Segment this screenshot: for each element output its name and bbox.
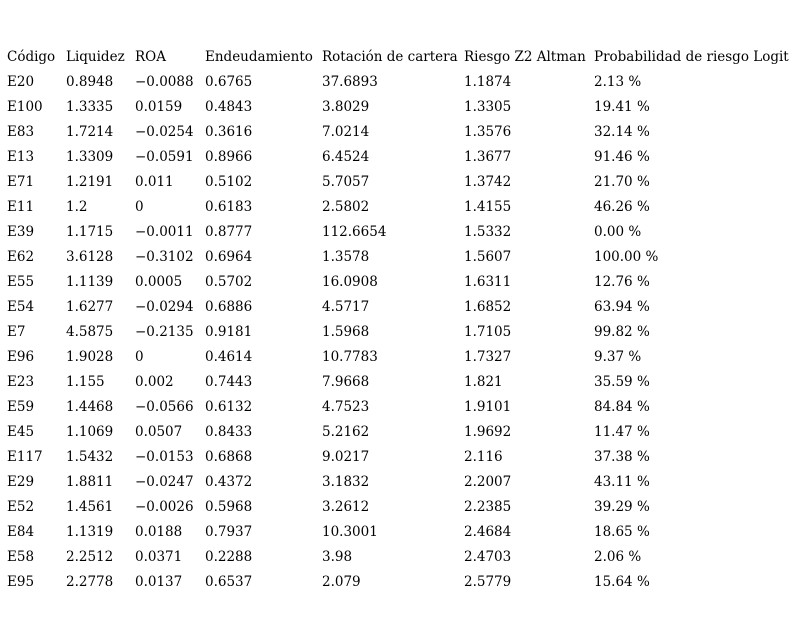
cell-roa: −0.3102 (135, 249, 194, 265)
cell-liquidez: 1.1715 (66, 224, 114, 240)
cell-codigo: E62 (7, 249, 35, 265)
cell-rotacion-cartera: 3.98 (322, 549, 353, 565)
cell-endeudamiento: 0.7443 (205, 374, 253, 390)
cell-codigo: E54 (7, 299, 35, 315)
cell-riesgo-z2-altman: 1.3677 (464, 149, 512, 165)
cell-codigo: E117 (7, 449, 43, 465)
cell-codigo: E95 (7, 574, 35, 590)
cell-probabilidad-logit: 18.65 % (594, 524, 650, 540)
table-body (7, 70, 794, 595)
table-row (7, 170, 794, 195)
data-table-container (7, 45, 794, 595)
cell-riesgo-z2-altman: 1.9101 (464, 399, 512, 415)
cell-riesgo-z2-altman: 1.7327 (464, 349, 512, 365)
cell-endeudamiento: 0.6765 (205, 74, 253, 90)
cell-liquidez: 1.2 (66, 199, 88, 215)
cell-probabilidad-logit: 0.00 % (594, 224, 642, 240)
cell-endeudamiento: 0.5102 (205, 174, 253, 190)
cell-codigo: E58 (7, 549, 35, 565)
cell-roa: −0.0254 (135, 124, 194, 140)
table-row (7, 295, 794, 320)
cell-codigo: E20 (7, 74, 35, 90)
cell-roa: −0.0591 (135, 149, 194, 165)
cell-codigo: E7 (7, 324, 26, 340)
cell-riesgo-z2-altman: 1.7105 (464, 324, 512, 340)
cell-probabilidad-logit: 12.76 % (594, 274, 650, 290)
cell-rotacion-cartera: 37.6893 (322, 74, 378, 90)
cell-endeudamiento: 0.5702 (205, 274, 253, 290)
cell-roa: 0.002 (135, 374, 174, 390)
header-row (7, 45, 794, 70)
cell-rotacion-cartera: 10.3001 (322, 524, 378, 540)
cell-codigo: E29 (7, 474, 35, 490)
table-row (7, 570, 794, 595)
table-row (7, 120, 794, 145)
cell-endeudamiento: 0.6964 (205, 249, 253, 265)
cell-riesgo-z2-altman: 2.2007 (464, 474, 512, 490)
cell-liquidez: 1.4561 (66, 499, 114, 515)
cell-riesgo-z2-altman: 2.2385 (464, 499, 512, 515)
cell-riesgo-z2-altman: 2.4703 (464, 549, 512, 565)
table-row (7, 245, 794, 270)
cell-probabilidad-logit: 100.00 % (594, 249, 659, 265)
cell-rotacion-cartera: 3.8029 (322, 99, 370, 115)
table-row (7, 345, 794, 370)
cell-liquidez: 1.3309 (66, 149, 114, 165)
cell-codigo: E100 (7, 99, 43, 115)
cell-riesgo-z2-altman: 1.3742 (464, 174, 512, 190)
cell-riesgo-z2-altman: 1.6852 (464, 299, 512, 315)
cell-riesgo-z2-altman: 2.4684 (464, 524, 512, 540)
cell-roa: 0 (135, 349, 144, 365)
cell-codigo: E39 (7, 224, 35, 240)
cell-endeudamiento: 0.9181 (205, 324, 253, 340)
cell-riesgo-z2-altman: 1.6311 (464, 274, 512, 290)
cell-liquidez: 1.1319 (66, 524, 114, 540)
cell-rotacion-cartera: 9.0217 (322, 449, 370, 465)
cell-roa: 0.0159 (135, 99, 183, 115)
cell-codigo: E96 (7, 349, 35, 365)
cell-liquidez: 2.2512 (66, 549, 114, 565)
cell-rotacion-cartera: 4.5717 (322, 299, 370, 315)
cell-liquidez: 1.7214 (66, 124, 114, 140)
cell-roa: −0.0011 (135, 224, 194, 240)
cell-probabilidad-logit: 91.46 % (594, 149, 650, 165)
cell-riesgo-z2-altman: 1.821 (464, 374, 503, 390)
cell-roa: −0.0088 (135, 74, 194, 90)
cell-roa: 0.0005 (135, 274, 183, 290)
table-row (7, 495, 794, 520)
cell-probabilidad-logit: 37.38 % (594, 449, 650, 465)
cell-codigo: E83 (7, 124, 35, 140)
cell-endeudamiento: 0.6886 (205, 299, 253, 315)
cell-probabilidad-logit: 9.37 % (594, 349, 642, 365)
cell-roa: 0.011 (135, 174, 174, 190)
cell-liquidez: 1.1069 (66, 424, 114, 440)
cell-endeudamiento: 0.3616 (205, 124, 253, 140)
cell-roa: 0.0188 (135, 524, 183, 540)
cell-rotacion-cartera: 3.2612 (322, 499, 370, 515)
cell-rotacion-cartera: 10.7783 (322, 349, 378, 365)
cell-endeudamiento: 0.6537 (205, 574, 253, 590)
cell-probabilidad-logit: 21.70 % (594, 174, 650, 190)
cell-riesgo-z2-altman: 1.3576 (464, 124, 512, 140)
cell-riesgo-z2-altman: 1.4155 (464, 199, 512, 215)
cell-roa: −0.2135 (135, 324, 194, 340)
cell-rotacion-cartera: 2.5802 (322, 199, 370, 215)
cell-liquidez: 1.6277 (66, 299, 114, 315)
table-row (7, 545, 794, 570)
cell-riesgo-z2-altman: 2.5779 (464, 574, 512, 590)
table-row (7, 445, 794, 470)
cell-codigo: E59 (7, 399, 35, 415)
header-riesgo-z2-altman: Riesgo Z2 Altman (464, 49, 586, 65)
cell-endeudamiento: 0.7937 (205, 524, 253, 540)
table-row (7, 145, 794, 170)
cell-roa: 0.0137 (135, 574, 183, 590)
cell-liquidez: 1.155 (66, 374, 105, 390)
cell-codigo: E45 (7, 424, 35, 440)
cell-endeudamiento: 0.4843 (205, 99, 253, 115)
cell-roa: −0.0247 (135, 474, 194, 490)
cell-codigo: E84 (7, 524, 35, 540)
cell-probabilidad-logit: 39.29 % (594, 499, 650, 515)
cell-rotacion-cartera: 2.079 (322, 574, 361, 590)
header-codigo: Código (7, 49, 56, 65)
cell-endeudamiento: 0.6183 (205, 199, 253, 215)
cell-liquidez: 1.2191 (66, 174, 114, 190)
cell-codigo: E55 (7, 274, 35, 290)
cell-roa: −0.0153 (135, 449, 194, 465)
cell-roa: −0.0294 (135, 299, 194, 315)
cell-rotacion-cartera: 112.6654 (322, 224, 387, 240)
cell-liquidez: 4.5875 (66, 324, 114, 340)
table-row (7, 520, 794, 545)
cell-riesgo-z2-altman: 1.1874 (464, 74, 512, 90)
header-probabilidad-logit: Probabilidad de riesgo Logit (594, 49, 789, 65)
cell-riesgo-z2-altman: 1.9692 (464, 424, 512, 440)
cell-probabilidad-logit: 32.14 % (594, 124, 650, 140)
cell-rotacion-cartera: 1.3578 (322, 249, 370, 265)
cell-roa: 0 (135, 199, 144, 215)
cell-probabilidad-logit: 11.47 % (594, 424, 650, 440)
cell-liquidez: 1.9028 (66, 349, 114, 365)
cell-riesgo-z2-altman: 1.5607 (464, 249, 512, 265)
cell-endeudamiento: 0.8777 (205, 224, 253, 240)
cell-rotacion-cartera: 3.1832 (322, 474, 370, 490)
cell-codigo: E11 (7, 199, 35, 215)
cell-rotacion-cartera: 5.7057 (322, 174, 370, 190)
cell-rotacion-cartera: 1.5968 (322, 324, 370, 340)
cell-codigo: E13 (7, 149, 35, 165)
cell-liquidez: 1.8811 (66, 474, 114, 490)
header-roa: ROA (135, 49, 166, 65)
cell-riesgo-z2-altman: 1.3305 (464, 99, 512, 115)
cell-rotacion-cartera: 5.2162 (322, 424, 370, 440)
table-row (7, 195, 794, 220)
table-row (7, 370, 794, 395)
cell-probabilidad-logit: 35.59 % (594, 374, 650, 390)
cell-rotacion-cartera: 7.9668 (322, 374, 370, 390)
cell-endeudamiento: 0.8433 (205, 424, 253, 440)
cell-endeudamiento: 0.6132 (205, 399, 253, 415)
cell-endeudamiento: 0.4372 (205, 474, 253, 490)
cell-roa: 0.0371 (135, 549, 183, 565)
cell-endeudamiento: 0.8966 (205, 149, 253, 165)
cell-probabilidad-logit: 2.13 % (594, 74, 642, 90)
risk-table (7, 45, 794, 595)
cell-endeudamiento: 0.2288 (205, 549, 253, 565)
cell-endeudamiento: 0.6868 (205, 449, 253, 465)
cell-liquidez: 2.2778 (66, 574, 114, 590)
cell-endeudamiento: 0.5968 (205, 499, 253, 515)
cell-roa: −0.0566 (135, 399, 194, 415)
cell-probabilidad-logit: 2.06 % (594, 549, 642, 565)
cell-probabilidad-logit: 43.11 % (594, 474, 650, 490)
cell-liquidez: 0.8948 (66, 74, 114, 90)
table-row (7, 270, 794, 295)
cell-codigo: E23 (7, 374, 35, 390)
table-row (7, 320, 794, 345)
cell-liquidez: 1.5432 (66, 449, 114, 465)
table-row (7, 420, 794, 445)
table-row (7, 70, 794, 95)
cell-liquidez: 1.3335 (66, 99, 114, 115)
cell-probabilidad-logit: 84.84 % (594, 399, 650, 415)
cell-probabilidad-logit: 19.41 % (594, 99, 650, 115)
cell-roa: −0.0026 (135, 499, 194, 515)
table-row (7, 95, 794, 120)
cell-rotacion-cartera: 6.4524 (322, 149, 370, 165)
table-row (7, 395, 794, 420)
cell-liquidez: 3.6128 (66, 249, 114, 265)
header-endeudamiento: Endeudamiento (205, 49, 313, 65)
table-row (7, 470, 794, 495)
cell-codigo: E52 (7, 499, 35, 515)
header-liquidez: Liquidez (66, 49, 125, 65)
cell-probabilidad-logit: 46.26 % (594, 199, 650, 215)
cell-rotacion-cartera: 4.7523 (322, 399, 370, 415)
cell-codigo: E71 (7, 174, 35, 190)
cell-riesgo-z2-altman: 1.5332 (464, 224, 512, 240)
cell-liquidez: 1.4468 (66, 399, 114, 415)
cell-probabilidad-logit: 63.94 % (594, 299, 650, 315)
cell-rotacion-cartera: 16.0908 (322, 274, 378, 290)
cell-liquidez: 1.1139 (66, 274, 114, 290)
table-row (7, 220, 794, 245)
cell-roa: 0.0507 (135, 424, 183, 440)
cell-endeudamiento: 0.4614 (205, 349, 253, 365)
cell-probabilidad-logit: 99.82 % (594, 324, 650, 340)
cell-riesgo-z2-altman: 2.116 (464, 449, 503, 465)
cell-probabilidad-logit: 15.64 % (594, 574, 650, 590)
header-rotacion-cartera: Rotación de cartera (322, 49, 458, 65)
cell-rotacion-cartera: 7.0214 (322, 124, 370, 140)
